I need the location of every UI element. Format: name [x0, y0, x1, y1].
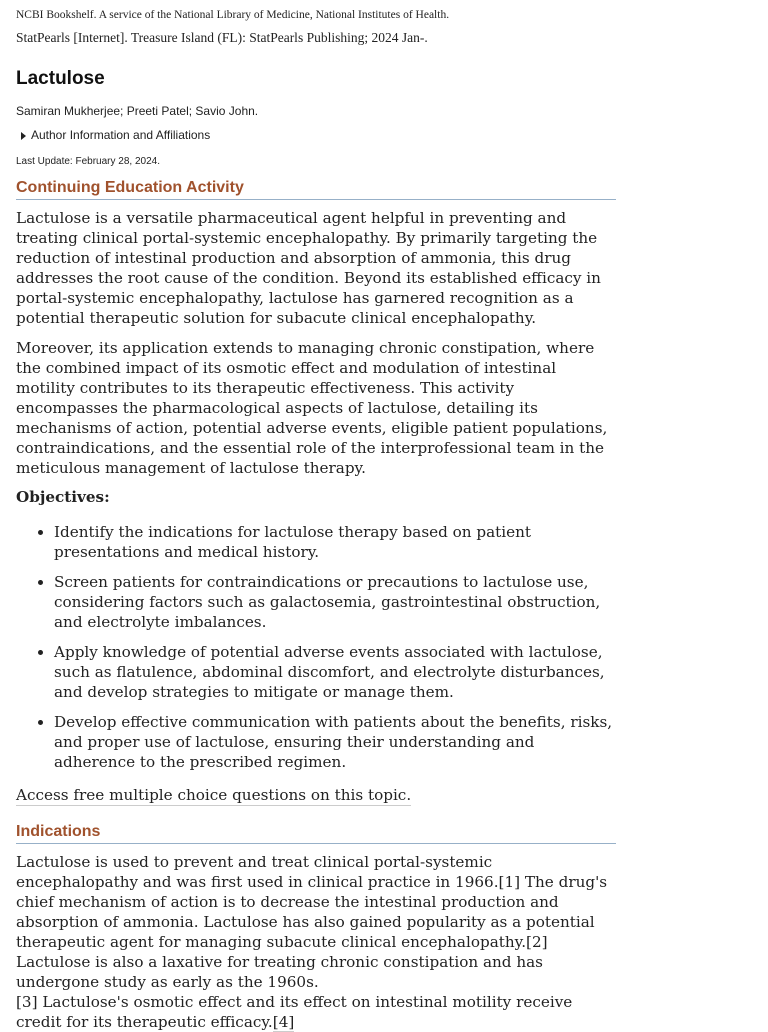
ncbi-service-line: NCBI Bookshelf. A service of the National Library of Medicine, National Institutes of Health. [16, 9, 450, 21]
indications-text-segment: Lactulose's osmotic effect and its effect on intestinal motility receive credit for its therapeutic efficacy. [16, 993, 573, 1031]
citation-link-3[interactable]: [3] [16, 993, 38, 1011]
citation-link-2[interactable]: [2] [526, 933, 548, 951]
objective-item: • Identify the indications for lactulose therapy based on patient presentations and medical history. [54, 522, 616, 562]
article-header [16, 0, 636, 168]
objectives-list [16, 522, 616, 782]
citation-link-1[interactable]: [1] [498, 873, 521, 891]
objective-item: • Screen patients for contraindications or precautions to lactulose use, considering factors such as galactosemia, gastrointestinal obstruction, and electrolyte imbalances. [54, 572, 616, 632]
indications-heading: Indications [16, 822, 616, 844]
indications-text [16, 852, 616, 1032]
ce-activity-heading: Continuing Education Activity [16, 178, 616, 200]
ce-activity-heading-wrap [16, 178, 616, 200]
affiliations-label: Author Information and Affiliations [31, 128, 211, 142]
ce-paragraph-1 [16, 208, 616, 328]
indications-heading-wrap [16, 822, 616, 844]
objectives-label: Objectives: [16, 488, 110, 506]
objective-item: • Develop effective communication with patients about the benefits, risks, and proper use of lactulose, ensuring their understanding and adherence to the prescribed regimen. [54, 712, 616, 772]
indications-text-segment: The drug's chief mechanism of action is to decrease the intestinal production and absorption of ammonia. Lactulose has also gained popularity as a potential therapeutic agent for managing subacute clinical encephalopathy. [16, 873, 608, 951]
access-questions-link[interactable]: Access free multiple choice questions on this topic. [16, 786, 412, 804]
ce-paragraph-1-text: Lactulose is a versatile pharmaceutical agent helpful in preventing and treating clinical portal-systemic encephalopathy. By primarily targeting the reduction of intestinal production and absorption of ammonia, this drug addresses the root cause of the condition. Beyond its established efficacy in portal-systemic encephalopathy, lactulose has garnered recognition as a potential therapeutic solution for subacute clinical encephalopathy. [16, 209, 601, 327]
publication-line: StatPearls [Internet]. Treasure Island (FL): StatPearls Publishing; 2024 Jan-. [16, 30, 428, 45]
objective-item: • Apply knowledge of potential adverse events associated with lactulose, such as flatulence, abdominal discomfort, and electrolyte disturbances, and develop strategies to mitigate or manage them. [54, 642, 616, 702]
authors: Samiran Mukherjee; Preeti Patel; Savio John. [16, 104, 259, 118]
author-affiliations-toggle[interactable] [21, 128, 636, 143]
citation-link-4[interactable]: [4] [272, 1013, 295, 1031]
last-update: Last Update: February 28, 2024. [16, 156, 160, 167]
ce-paragraph-2-text: Moreover, its application extends to managing chronic constipation, where the combined impact of its osmotic effect and modulation of intestinal motility contributes to its therapeutic effectiveness. This activity encompasses the pharmacological aspects of lactulose, detailing its mechanisms of action, potential adverse events, eligible patient populations, contraindications, and the essential role of the interprofessional team in the meticulous management of lactulose therapy. [16, 339, 608, 477]
page-title: Lactulose [16, 68, 105, 89]
caret-right-icon [21, 132, 26, 140]
indications-text-segment: Lactulose is used to prevent and treat clinical portal-systemic encephalopathy and was first used in clinical practice in 1966. [16, 853, 499, 891]
indications-text-segment: Lactulose is also a laxative for treating chronic constipation and has undergone study as early as the 1960s. [16, 953, 543, 991]
ce-paragraph-2 [16, 338, 616, 478]
indications-paragraph [16, 852, 616, 1032]
